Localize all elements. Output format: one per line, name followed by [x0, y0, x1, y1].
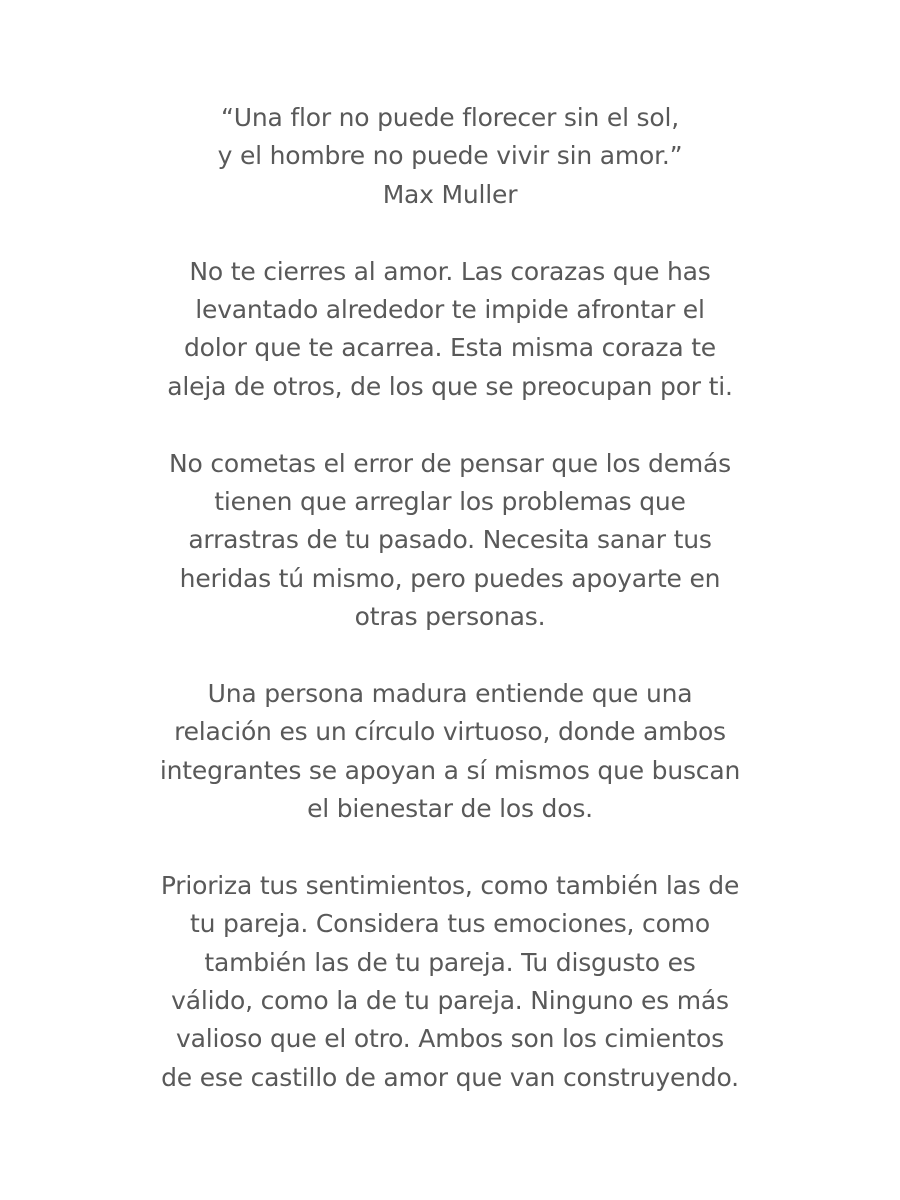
- paragraph-line: también las de tu pareja. Tu disgusto es: [204, 947, 696, 977]
- paragraph-line: No te cierres al amor. Las corazas que has: [189, 256, 711, 286]
- quote-line: “Una flor no puede florecer sin el sol,: [221, 103, 679, 132]
- paragraph-1: [0, 253, 900, 407]
- paragraph-line: Una persona madura entiende que una: [207, 678, 693, 708]
- paragraph-line: otras personas.: [354, 602, 546, 632]
- paragraph-spacer: [0, 828, 900, 866]
- paragraph-2: [0, 445, 900, 637]
- quote-block: [0, 99, 900, 214]
- paragraph-line: arrastras de tu pasado. Necesita sanar tus: [188, 525, 712, 555]
- paragraph-line: válido, como la de tu pareja. Ninguno es más: [171, 985, 729, 1015]
- paragraph-spacer: [0, 636, 900, 674]
- quote-author: Max Muller: [382, 179, 518, 209]
- paragraph-line: No cometas el error de pensar que los demás: [168, 448, 732, 478]
- quote-line: y el hombre no puede vivir sin amor.”: [217, 141, 683, 171]
- paragraph-line: relación es un círculo virtuoso, donde ambos: [174, 717, 726, 747]
- paragraph-line: heridas tú mismo, pero puedes apoyarte en: [179, 563, 721, 593]
- paragraph-line: levantado alrededor te impide afrontar el: [195, 294, 705, 324]
- paragraph-line: Prioriza tus sentimientos, como también las de: [160, 870, 740, 900]
- paragraph-line: tienen que arreglar los problemas que: [214, 486, 686, 516]
- paragraph-4: [0, 867, 900, 1097]
- paragraph-spacer: [0, 214, 900, 252]
- paragraph-line: de ese castillo de amor que van construyendo.: [161, 1062, 739, 1092]
- paragraph-line: tu pareja. Considera tus emociones, como: [190, 909, 710, 939]
- paragraph-3: [0, 675, 900, 829]
- paragraph-line: el bienestar de los dos.: [307, 794, 593, 824]
- paragraph-line: valioso que el otro. Ambos son los cimientos: [176, 1024, 724, 1054]
- paragraph-line: dolor que te acarrea. Esta misma coraza te: [184, 333, 716, 363]
- paragraph-line: aleja de otros, de los que se preocupan por ti.: [167, 371, 733, 401]
- paragraph-spacer: [0, 406, 900, 444]
- paragraph-line: integrantes se apoyan a sí mismos que buscan: [159, 755, 741, 785]
